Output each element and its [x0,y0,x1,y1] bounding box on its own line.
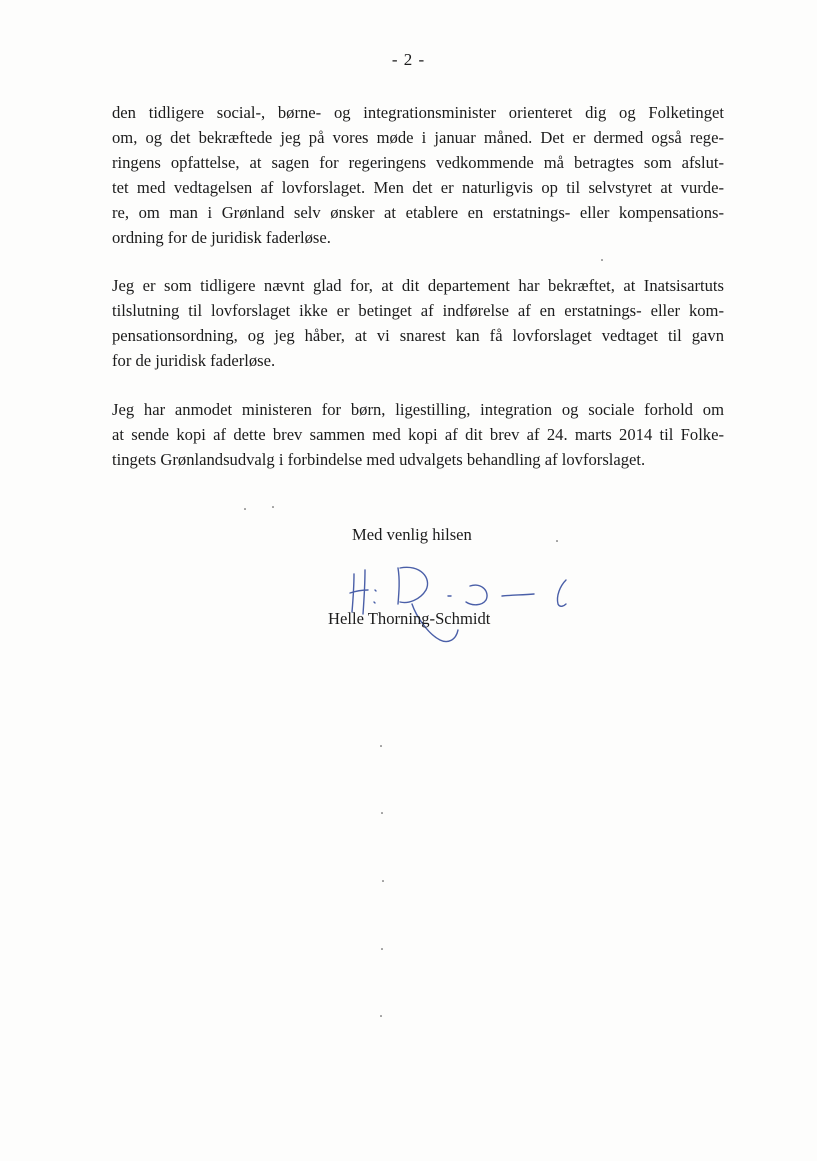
paragraph-2 [112,273,724,373]
closing-salutation: Med venlig hilsen [352,525,472,544]
scan-speck [601,259,603,261]
paragraph-line: ordning for de juridisk faderløse. [112,228,331,247]
paragraph-line: tilslutning til lovforslaget ikke er betinget af indførelse af en erstatnings- eller kom- [112,301,724,320]
paragraph-line: om, og det bekræftede jeg på vores møde i januar måned. Det er dermed også rege- [112,128,724,147]
paragraph-line: tingets Grønlandsudvalg i forbindelse med udvalgets behandling af lovforslaget. [112,450,646,469]
scan-speck [381,948,383,950]
signer-name: Helle Thorning-Schmidt [328,609,491,628]
paragraph-line: Jeg er som tidligere nævnt glad for, at dit departement har bekræftet, at Inatsisartuts [112,276,724,295]
paragraph-line: for de juridisk faderløse. [112,351,276,370]
scan-speck [272,506,274,508]
page-number: - 2 - [391,50,426,69]
scan-speck [556,540,558,542]
paragraph-line: ringens opfattelse, at sagen for regeringens vedkommende må betragtes som afslut- [112,153,724,172]
scan-speck [380,745,382,747]
paragraph-line: Jeg har anmodet ministeren for børn, ligestilling, integration og sociale forhold om [112,400,724,419]
paragraph-3 [112,397,724,472]
paragraph-line: den tidligere social-, børne- og integrationsminister orienteret dig og Folketinget [112,103,724,122]
paragraph-line: at sende kopi af dette brev sammen med kopi af dit brev af 24. marts 2014 til Folke- [112,425,724,444]
paragraph-line: re, om man i Grønland selv ønsker at etablere en erstatnings- eller kompensations- [112,203,724,222]
paragraph-line: tet med vedtagelsen af lovforslaget. Men det er naturligvis op til selvstyret at vurde- [112,178,724,197]
scan-speck [382,880,384,882]
paragraph-line: pensationsordning, og jeg håber, at vi snarest kan få lovforslaget vedtaget til gavn [112,326,724,345]
scan-speck [381,812,383,814]
scan-speck [380,1015,382,1017]
paragraph-1 [112,100,724,250]
scan-speck [244,508,246,510]
